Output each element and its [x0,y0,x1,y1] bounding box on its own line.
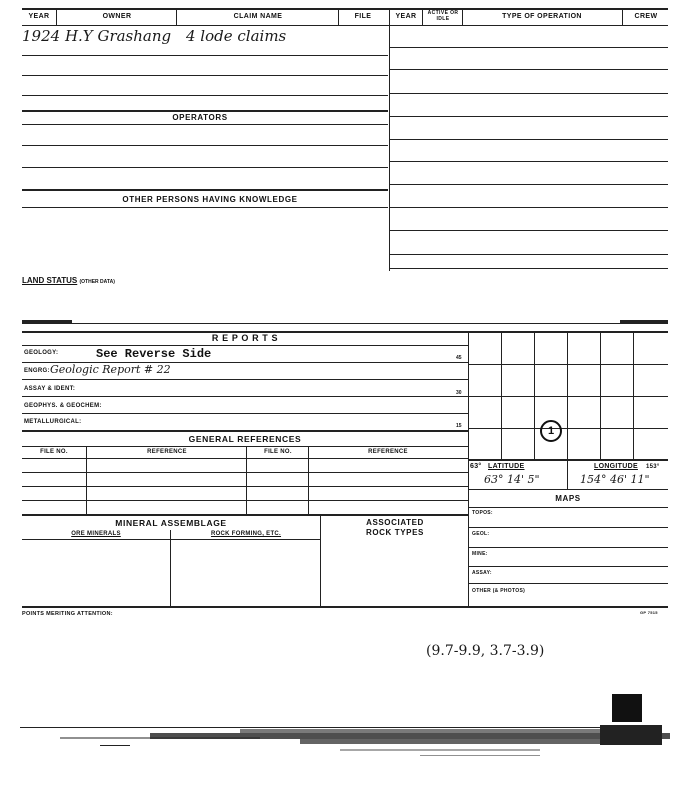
row-line [22,430,468,432]
metallurgical-label: METALLURGICAL: [24,419,82,425]
mineral-assemblage-title: MINERAL ASSEMBLAGE [115,518,227,528]
longitude-value: 154° 46' 11" [580,473,650,486]
row-line [22,345,468,346]
row-line [22,55,388,56]
latitude-value: 63° 14' 5" [484,473,540,486]
row-line [390,254,668,255]
divider [176,9,177,26]
scale-mark: 15 [456,423,462,429]
land-status [22,276,115,285]
row-line [22,500,468,501]
grid-line [468,364,668,365]
row-line [22,486,468,487]
col-line [86,446,87,514]
row-line [390,139,668,140]
assay-label: ASSAY & IDENT: [24,386,76,392]
grid-line [468,396,668,397]
divider-line [22,323,668,324]
col-line [567,459,568,489]
row-line [390,93,668,94]
header-crew: CREW [634,13,658,20]
coordinates-note: (9.7-9.9, 3.7-3.9) [426,643,545,659]
row-line [22,110,388,112]
divider [622,9,623,26]
maps-topos: TOPOS: [472,510,493,516]
header-year: YEAR [28,13,50,20]
land-status-sublabel: (OTHER DATA) [79,279,115,285]
row-line [468,566,668,567]
header-file: FILE [354,13,372,20]
latitude-prefix: 63° [470,463,482,470]
engrg-value: Geologic Report # 22 [50,363,171,376]
reports-title: R E P O R T S [211,333,279,343]
col-line [320,516,321,606]
geophys-label: GEOPHYS. & GEOCHEM: [24,403,102,409]
row-line [22,167,388,168]
col-line [246,446,247,514]
row-line [22,75,388,76]
col-line [170,530,171,606]
gr-header-reference-1: REFERENCE [147,449,187,455]
owner-entry: 1924 H.Y Grashang [22,27,172,45]
row-line [22,145,388,146]
divider [56,9,57,26]
points-meriting-label: POINTS MERITING ATTENTION: [22,611,113,617]
row-line [22,396,468,397]
top-border [22,8,668,10]
row-line [22,95,388,96]
maps-assay: ASSAY: [472,570,492,576]
row-line [468,583,668,584]
form-number: GP 7515 [640,610,658,615]
rock-types-label: ROCK TYPES [365,528,424,537]
center-divider [389,9,390,271]
row-line [22,458,468,459]
row-line [468,527,668,528]
row-line [22,413,468,414]
divider [462,9,463,26]
gr-header-file-no-1: FILE NO. [40,449,68,455]
row-line [390,116,668,117]
rock-forming-label: ROCK FORMING, ETC. [210,531,282,537]
land-status-label: LAND STATUS [22,276,78,285]
row-line [468,489,668,490]
header-rule [22,25,668,26]
operators-label: OPERATORS [172,113,228,122]
row-line [468,547,668,548]
row-line [390,69,668,70]
row-line [22,189,388,191]
header-active-idle: ACTIVE OR IDLE [427,10,459,22]
row-line [22,379,468,380]
row-line [468,507,668,508]
divider [338,9,339,26]
scan-noise-band [0,715,678,775]
row-line [390,268,668,269]
header-year-2: YEAR [395,13,417,20]
other-persons-label: OTHER PERSONS HAVING KNOWLEDGE [122,195,298,204]
geology-value: See Reverse Side [96,347,212,361]
grid-line [468,428,668,429]
general-references-title: GENERAL REFERENCES [188,434,302,444]
scale-mark: 45 [456,355,462,361]
divider [422,9,423,26]
geology-label: GEOLOGY: [24,350,59,356]
row-line [22,124,388,125]
row-line [390,47,668,48]
maps-other: OTHER (& PHOTOS) [472,588,526,594]
ore-minerals-label: ORE MINERALS [71,531,121,537]
longitude-label: LONGITUDE [594,463,638,470]
row-line [390,230,668,231]
row-line [390,161,668,162]
right-box-border [468,331,469,606]
header-owner: OWNER [102,13,132,20]
longitude-suffix: 153° [646,464,660,470]
engrg-label: ENGRG: [24,368,50,374]
maps-title: MAPS [555,494,581,503]
row-line [390,207,668,208]
latitude-label: LATITUDE [488,463,525,470]
grid-line [468,459,668,461]
row-line [22,207,388,208]
associated-label: ASSOCIATED [366,518,424,527]
maps-geol: GEOL: [472,531,490,537]
row-line [22,446,468,447]
row-line [22,472,468,473]
reports-bottom-border [22,606,668,608]
maps-mine: MINE: [472,551,488,557]
location-marker: 1 [540,420,562,442]
row-line [22,539,320,540]
gr-header-reference-2: REFERENCE [368,449,408,455]
row-line [390,184,668,185]
header-claim-name: CLAIM NAME [233,13,283,20]
claim-name-entry: 4 lode claims [186,27,287,45]
col-line [308,446,309,514]
header-type-of-operation: TYPE OF OPERATION [502,13,582,20]
row-line [22,514,468,516]
gr-header-file-no-2: FILE NO. [264,449,292,455]
scale-mark: 30 [456,390,462,396]
